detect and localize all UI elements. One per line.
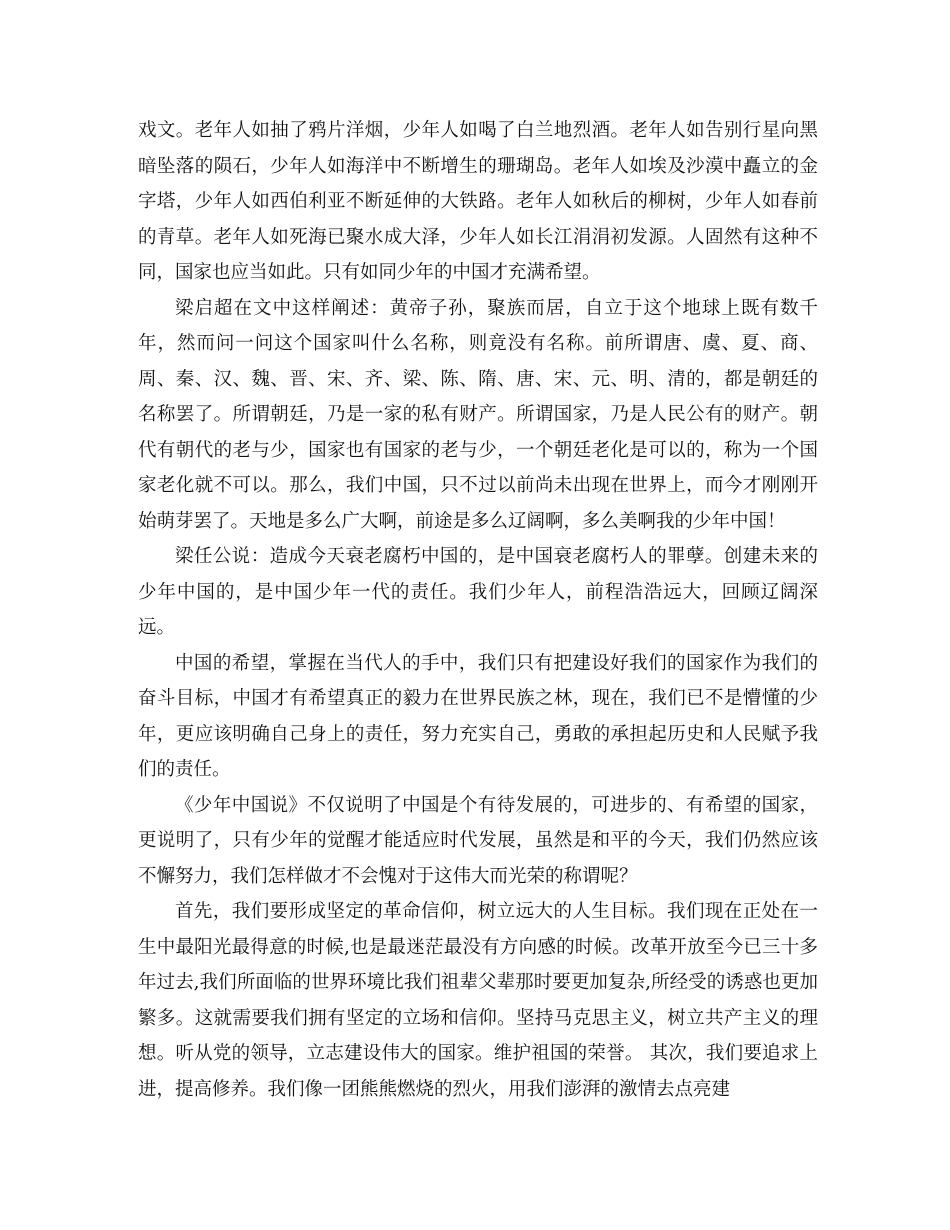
paragraph-6: 首先，我们要形成坚定的革命信仰，树立远大的人生目标。我们现在正处在一生中最阳光最得意的时候,也是最迷茫最没有方向感的时候。改革开放至今已三十多年过去,我们所面临的世界环境比我们祖辈父辈那时要更加复杂,所经受的诱惑也更加繁多。这就需要我们拥有坚定的立场和信仰。坚持马克思主义，树立共产主义的理想。听从党的领导，立志建设伟大的国家。维护祖国的荣誉。 其次，我们要追求上进，提高修养。我们像一团熊熊燃烧的烈火，用我们澎湃的激情去点亮建 [138, 901, 818, 1100]
document-body [138, 113, 818, 1107]
paragraph-5: 《少年中国说》不仅说明了中国是个有待发展的，可进步的、有希望的国家，更说明了，只有少年的觉醒才能适应时代发展，虽然是和平的今天，我们仍然应该不懈努力，我们怎样做才不会愧对于这伟大而光荣的称谓呢？ [138, 794, 818, 887]
paragraph-2: 梁启超在文中这样阐述：黄帝子孙，聚族而居，自立于这个地球上既有数千年，然而问一问这个国家叫什么名称，则竟没有名称。前所谓唐、虞、夏、商、周、秦、汉、魏、晋、宋、齐、梁、陈、隋、唐、宋、元、明、清的，都是朝廷的名称罢了。所谓朝廷，乃是一家的私有财产。所谓国家，乃是人民公有的财产。朝代有朝代的老与少，国家也有国家的老与少，一个朝廷老化是可以的，称为一个国家老化就不可以。那么，我们中国，只不过以前尚未出现在世界上，而今才刚刚开始萌芽罢了。天地是多么广大啊，前途是多么辽阔啊，多么美啊我的少年中国！ [138, 297, 818, 532]
paragraph-1: 戏文。老年人如抽了鸦片洋烟，少年人如喝了白兰地烈酒。老年人如告别行星向黑暗坠落的陨石，少年人如海洋中不断增生的珊瑚岛。老年人如埃及沙漠中矗立的金字塔，少年人如西伯利亚不断延伸的大铁路。老年人如秋后的柳树，少年人如春前的青草。老年人如死海已聚水成大泽，少年人如长江涓涓初发源。人固然有这种不同，国家也应当如此。只有如同少年的中国才充满希望。 [138, 120, 818, 283]
paragraph-3: 梁任公说：造成今天衰老腐朽中国的，是中国衰老腐朽人的罪孽。创建未来的少年中国的，是中国少年一代的责任。我们少年人，前程浩浩远大，回顾辽阔深远。 [138, 546, 818, 638]
paragraph-4: 中国的希望，掌握在当代人的手中，我们只有把建设好我们的国家作为我们的奋斗目标，中国才有希望真正的毅力在世界民族之林，现在，我们已不是懵懂的少年，更应该明确自己身上的责任，努力充实自己，勇敢的承担起历史和人民赋予我们的责任。 [138, 652, 818, 780]
